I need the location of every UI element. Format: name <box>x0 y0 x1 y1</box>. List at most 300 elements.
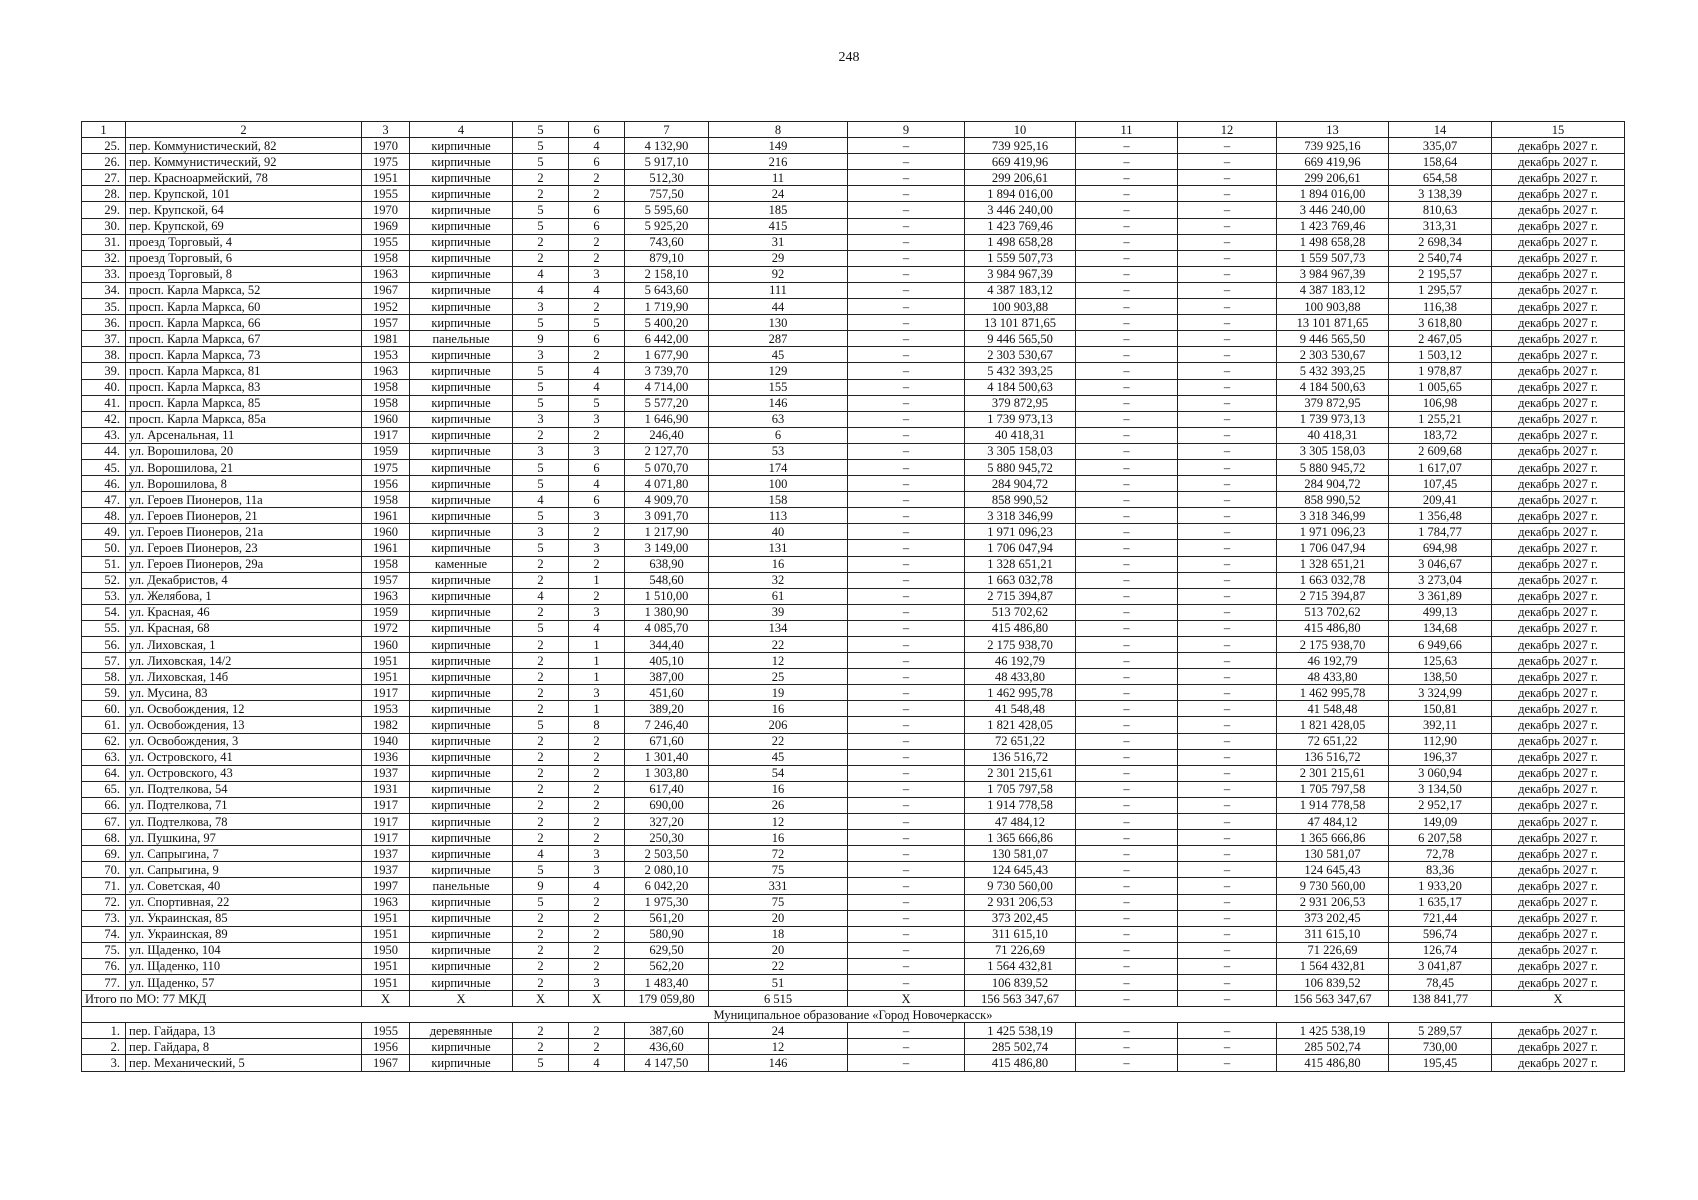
floors: 2 <box>513 958 569 974</box>
table-row <box>82 459 1625 475</box>
cost-per-sqm: 83,36 <box>1389 862 1492 878</box>
col-9: – <box>848 250 965 266</box>
col-12: – <box>1178 669 1277 685</box>
cost-total: 46 192,79 <box>965 653 1076 669</box>
entrances: 2 <box>569 910 625 926</box>
cost-total: 4 184 500,63 <box>965 379 1076 395</box>
total-cell: 156 563 347,67 <box>965 991 1076 1007</box>
col-9: – <box>848 878 965 894</box>
wall-material: кирпичные <box>410 765 513 781</box>
residents: 31 <box>709 234 848 250</box>
floors: 5 <box>513 315 569 331</box>
col-12: – <box>1178 1039 1277 1055</box>
wall-material: кирпичные <box>410 974 513 990</box>
deadline: декабрь 2027 г. <box>1492 1055 1625 1071</box>
table-row <box>82 411 1625 427</box>
col-9: – <box>848 427 965 443</box>
year-built: 1951 <box>362 974 410 990</box>
table-row <box>82 878 1625 894</box>
table-row <box>82 170 1625 186</box>
deadline: декабрь 2027 г. <box>1492 524 1625 540</box>
year-built: 1981 <box>362 331 410 347</box>
address: ул. Красная, 46 <box>126 604 362 620</box>
col-11: – <box>1076 701 1178 717</box>
deadline: декабрь 2027 г. <box>1492 186 1625 202</box>
table-row <box>82 974 1625 990</box>
entrances: 2 <box>569 427 625 443</box>
year-built: 1955 <box>362 186 410 202</box>
wall-material: кирпичные <box>410 476 513 492</box>
address: просп. Карла Маркса, 81 <box>126 363 362 379</box>
year-built: 1969 <box>362 218 410 234</box>
cost-fund: 284 904,72 <box>1277 476 1389 492</box>
cost-per-sqm: 72,78 <box>1389 846 1492 862</box>
total-area: 512,30 <box>625 170 709 186</box>
row-number: 68. <box>82 830 126 846</box>
col-9: – <box>848 186 965 202</box>
cost-fund: 4 184 500,63 <box>1277 379 1389 395</box>
col-11: – <box>1076 604 1178 620</box>
cost-fund: 40 418,31 <box>1277 427 1389 443</box>
address: просп. Карла Маркса, 73 <box>126 347 362 363</box>
entrances: 5 <box>569 315 625 331</box>
year-built: 1940 <box>362 733 410 749</box>
cost-total: 284 904,72 <box>965 476 1076 492</box>
address: просп. Карла Маркса, 60 <box>126 299 362 315</box>
cost-per-sqm: 116,38 <box>1389 299 1492 315</box>
cost-fund: 415 486,80 <box>1277 620 1389 636</box>
floors: 2 <box>513 926 569 942</box>
col-9: – <box>848 299 965 315</box>
row-number: 34. <box>82 282 126 298</box>
entrances: 6 <box>569 218 625 234</box>
total-area: 7 246,40 <box>625 717 709 733</box>
total-area: 5 595,60 <box>625 202 709 218</box>
residents: 63 <box>709 411 848 427</box>
col-12: – <box>1178 347 1277 363</box>
residents: 24 <box>709 186 848 202</box>
cost-per-sqm: 1 784,77 <box>1389 524 1492 540</box>
column-header: 12 <box>1178 122 1277 138</box>
col-9: – <box>848 1055 965 1071</box>
col-12: – <box>1178 878 1277 894</box>
entrances: 3 <box>569 266 625 282</box>
total-cell: – <box>1076 991 1178 1007</box>
cost-fund: 71 226,69 <box>1277 942 1389 958</box>
row-number: 63. <box>82 749 126 765</box>
col-9: – <box>848 830 965 846</box>
address: ул. Украинская, 89 <box>126 926 362 942</box>
floors: 5 <box>513 894 569 910</box>
deadline: декабрь 2027 г. <box>1492 894 1625 910</box>
year-built: 1936 <box>362 749 410 765</box>
deadline: декабрь 2027 г. <box>1492 443 1625 459</box>
deadline: декабрь 2027 г. <box>1492 604 1625 620</box>
section-row <box>82 1007 1625 1023</box>
cost-fund: 2 303 530,67 <box>1277 347 1389 363</box>
row-number: 28. <box>82 186 126 202</box>
wall-material: кирпичные <box>410 138 513 154</box>
entrances: 2 <box>569 781 625 797</box>
year-built: 1957 <box>362 572 410 588</box>
col-9: – <box>848 653 965 669</box>
column-header: 5 <box>513 122 569 138</box>
address: ул. Героев Пионеров, 21а <box>126 524 362 540</box>
entrances: 2 <box>569 347 625 363</box>
table-row <box>82 492 1625 508</box>
table-row <box>82 653 1625 669</box>
cost-per-sqm: 126,74 <box>1389 942 1492 958</box>
col-11: – <box>1076 282 1178 298</box>
residents: 16 <box>709 556 848 572</box>
col-12: – <box>1178 862 1277 878</box>
col-9: – <box>848 604 965 620</box>
residents: 25 <box>709 669 848 685</box>
residents: 45 <box>709 749 848 765</box>
row-number: 44. <box>82 443 126 459</box>
row-number: 66. <box>82 797 126 813</box>
wall-material: панельные <box>410 878 513 894</box>
wall-material: кирпичные <box>410 604 513 620</box>
year-built: 1960 <box>362 411 410 427</box>
col-12: – <box>1178 154 1277 170</box>
floors: 2 <box>513 781 569 797</box>
page-number: 248 <box>838 50 860 65</box>
entrances: 3 <box>569 846 625 862</box>
table-row <box>82 540 1625 556</box>
floors: 5 <box>513 862 569 878</box>
entrances: 5 <box>569 395 625 411</box>
address: ул. Желябова, 1 <box>126 588 362 604</box>
col-12: – <box>1178 266 1277 282</box>
cost-total: 2 303 530,67 <box>965 347 1076 363</box>
address: ул. Подтелкова, 78 <box>126 814 362 830</box>
col-12: – <box>1178 958 1277 974</box>
column-header: 14 <box>1389 122 1492 138</box>
col-9: – <box>848 814 965 830</box>
deadline: декабрь 2027 г. <box>1492 556 1625 572</box>
residents: 100 <box>709 476 848 492</box>
address: ул. Лиховская, 1 <box>126 637 362 653</box>
row-number: 2. <box>82 1039 126 1055</box>
table-row <box>82 588 1625 604</box>
address: пер. Гайдара, 13 <box>126 1023 362 1039</box>
wall-material: кирпичные <box>410 781 513 797</box>
col-9: – <box>848 556 965 572</box>
residents: 16 <box>709 830 848 846</box>
wall-material: кирпичные <box>410 250 513 266</box>
col-9: – <box>848 620 965 636</box>
year-built: 1951 <box>362 958 410 974</box>
total-area: 743,60 <box>625 234 709 250</box>
col-12: – <box>1178 637 1277 653</box>
cost-fund: 1 663 032,78 <box>1277 572 1389 588</box>
column-header: 4 <box>410 122 513 138</box>
residents: 75 <box>709 894 848 910</box>
cost-total: 136 516,72 <box>965 749 1076 765</box>
col-9: – <box>848 315 965 331</box>
wall-material: кирпичные <box>410 797 513 813</box>
address: пер. Крупской, 69 <box>126 218 362 234</box>
row-number: 27. <box>82 170 126 186</box>
address: ул. Лиховская, 14б <box>126 669 362 685</box>
year-built: 1953 <box>362 701 410 717</box>
wall-material: кирпичные <box>410 234 513 250</box>
cost-total: 40 418,31 <box>965 427 1076 443</box>
address: пер. Коммунистический, 92 <box>126 154 362 170</box>
table-row <box>82 797 1625 813</box>
col-11: – <box>1076 266 1178 282</box>
deadline: декабрь 2027 г. <box>1492 250 1625 266</box>
year-built: 1953 <box>362 347 410 363</box>
deadline: декабрь 2027 г. <box>1492 958 1625 974</box>
entrances: 2 <box>569 524 625 540</box>
col-9: – <box>848 1039 965 1055</box>
total-area: 879,10 <box>625 250 709 266</box>
table-body <box>82 122 1625 1072</box>
col-11: – <box>1076 685 1178 701</box>
floors: 4 <box>513 846 569 862</box>
address: ул. Подтелкова, 54 <box>126 781 362 797</box>
cost-fund: 1 739 973,13 <box>1277 411 1389 427</box>
row-number: 76. <box>82 958 126 974</box>
address: ул. Героев Пионеров, 11а <box>126 492 362 508</box>
table-row <box>82 701 1625 717</box>
floors: 5 <box>513 154 569 170</box>
col-11: – <box>1076 427 1178 443</box>
col-12: – <box>1178 459 1277 475</box>
table-row <box>82 1023 1625 1039</box>
cost-per-sqm: 150,81 <box>1389 701 1492 717</box>
col-12: – <box>1178 781 1277 797</box>
col-9: – <box>848 218 965 234</box>
address: ул. Островского, 43 <box>126 765 362 781</box>
cost-per-sqm: 1 503,12 <box>1389 347 1492 363</box>
entrances: 6 <box>569 492 625 508</box>
wall-material: кирпичные <box>410 492 513 508</box>
wall-material: кирпичные <box>410 846 513 862</box>
wall-material: кирпичные <box>410 572 513 588</box>
row-number: 47. <box>82 492 126 508</box>
row-number: 61. <box>82 717 126 733</box>
residents: 174 <box>709 459 848 475</box>
floors: 2 <box>513 186 569 202</box>
floors: 2 <box>513 637 569 653</box>
col-11: – <box>1076 910 1178 926</box>
col-12: – <box>1178 250 1277 266</box>
address: пер. Гайдара, 8 <box>126 1039 362 1055</box>
col-12: – <box>1178 379 1277 395</box>
floors: 2 <box>513 427 569 443</box>
cost-total: 2 931 206,53 <box>965 894 1076 910</box>
residents: 216 <box>709 154 848 170</box>
year-built: 1951 <box>362 669 410 685</box>
row-number: 45. <box>82 459 126 475</box>
year-built: 1917 <box>362 797 410 813</box>
cost-per-sqm: 3 041,87 <box>1389 958 1492 974</box>
table-row <box>82 363 1625 379</box>
cost-fund: 9 446 565,50 <box>1277 331 1389 347</box>
col-9: – <box>848 411 965 427</box>
row-number: 30. <box>82 218 126 234</box>
residents: 111 <box>709 282 848 298</box>
table-row <box>82 572 1625 588</box>
cost-total: 124 645,43 <box>965 862 1076 878</box>
col-9: – <box>848 170 965 186</box>
col-12: – <box>1178 524 1277 540</box>
table-row <box>82 637 1625 653</box>
cost-total: 1 821 428,05 <box>965 717 1076 733</box>
year-built: 1951 <box>362 910 410 926</box>
floors: 2 <box>513 653 569 669</box>
address: ул. Спортивная, 22 <box>126 894 362 910</box>
total-area: 580,90 <box>625 926 709 942</box>
deadline: декабрь 2027 г. <box>1492 781 1625 797</box>
total-cell: 6 515 <box>709 991 848 1007</box>
residents: 18 <box>709 926 848 942</box>
table-row <box>82 476 1625 492</box>
entrances: 4 <box>569 878 625 894</box>
total-area: 1 975,30 <box>625 894 709 910</box>
row-number: 25. <box>82 138 126 154</box>
total-area: 5 917,10 <box>625 154 709 170</box>
wall-material: деревянные <box>410 1023 513 1039</box>
col-11: – <box>1076 299 1178 315</box>
floors: 5 <box>513 395 569 411</box>
col-11: – <box>1076 1023 1178 1039</box>
address: просп. Карла Маркса, 83 <box>126 379 362 395</box>
deadline: декабрь 2027 г. <box>1492 1023 1625 1039</box>
table-row <box>82 395 1625 411</box>
cost-fund: 100 903,88 <box>1277 299 1389 315</box>
row-number: 46. <box>82 476 126 492</box>
residents: 12 <box>709 1039 848 1055</box>
entrances: 2 <box>569 733 625 749</box>
col-9: – <box>848 1023 965 1039</box>
entrances: 2 <box>569 797 625 813</box>
table-row <box>82 958 1625 974</box>
wall-material: кирпичные <box>410 637 513 653</box>
year-built: 1956 <box>362 476 410 492</box>
deadline: декабрь 2027 г. <box>1492 266 1625 282</box>
entrances: 1 <box>569 653 625 669</box>
address: просп. Карла Маркса, 85 <box>126 395 362 411</box>
address: ул. Щаденко, 104 <box>126 942 362 958</box>
col-9: – <box>848 347 965 363</box>
col-11: – <box>1076 186 1178 202</box>
row-number: 41. <box>82 395 126 411</box>
col-12: – <box>1178 299 1277 315</box>
cost-per-sqm: 1 978,87 <box>1389 363 1492 379</box>
entrances: 3 <box>569 862 625 878</box>
total-row <box>82 991 1625 1007</box>
floors: 5 <box>513 459 569 475</box>
table-row <box>82 508 1625 524</box>
col-11: – <box>1076 620 1178 636</box>
cost-per-sqm: 107,45 <box>1389 476 1492 492</box>
residents: 53 <box>709 443 848 459</box>
row-number: 77. <box>82 974 126 990</box>
col-12: – <box>1178 701 1277 717</box>
wall-material: кирпичные <box>410 942 513 958</box>
cost-fund: 41 548,48 <box>1277 701 1389 717</box>
address: ул. Островского, 41 <box>126 749 362 765</box>
cost-per-sqm: 2 467,05 <box>1389 331 1492 347</box>
cost-fund: 1 914 778,58 <box>1277 797 1389 813</box>
wall-material: кирпичные <box>410 1039 513 1055</box>
cost-per-sqm: 1 255,21 <box>1389 411 1492 427</box>
floors: 3 <box>513 347 569 363</box>
total-area: 1 380,90 <box>625 604 709 620</box>
wall-material: кирпичные <box>410 347 513 363</box>
wall-material: кирпичные <box>410 202 513 218</box>
row-number: 58. <box>82 669 126 685</box>
col-12: – <box>1178 395 1277 411</box>
cost-fund: 1 971 096,23 <box>1277 524 1389 540</box>
year-built: 1951 <box>362 653 410 669</box>
cost-total: 2 301 215,61 <box>965 765 1076 781</box>
cost-fund: 136 516,72 <box>1277 749 1389 765</box>
col-11: – <box>1076 894 1178 910</box>
entrances: 4 <box>569 379 625 395</box>
address: просп. Карла Маркса, 85а <box>126 411 362 427</box>
address: ул. Щаденко, 57 <box>126 974 362 990</box>
cost-fund: 1 705 797,58 <box>1277 781 1389 797</box>
entrances: 2 <box>569 765 625 781</box>
address: ул. Красная, 68 <box>126 620 362 636</box>
deadline: декабрь 2027 г. <box>1492 974 1625 990</box>
address: проезд Торговый, 8 <box>126 266 362 282</box>
row-number: 74. <box>82 926 126 942</box>
year-built: 1937 <box>362 862 410 878</box>
total-area: 1 303,80 <box>625 765 709 781</box>
total-area: 3 149,00 <box>625 540 709 556</box>
cost-per-sqm: 3 361,89 <box>1389 588 1492 604</box>
col-9: – <box>848 154 965 170</box>
deadline: декабрь 2027 г. <box>1492 878 1625 894</box>
cost-per-sqm: 3 060,94 <box>1389 765 1492 781</box>
entrances: 3 <box>569 443 625 459</box>
cost-per-sqm: 1 617,07 <box>1389 459 1492 475</box>
cost-fund: 47 484,12 <box>1277 814 1389 830</box>
col-12: – <box>1178 830 1277 846</box>
entrances: 2 <box>569 556 625 572</box>
entrances: 3 <box>569 685 625 701</box>
total-area: 451,60 <box>625 685 709 701</box>
col-11: – <box>1076 492 1178 508</box>
cost-per-sqm: 313,31 <box>1389 218 1492 234</box>
col-11: – <box>1076 443 1178 459</box>
col-11: – <box>1076 926 1178 942</box>
cost-per-sqm: 3 324,99 <box>1389 685 1492 701</box>
floors: 9 <box>513 331 569 347</box>
residents: 113 <box>709 508 848 524</box>
col-9: – <box>848 234 965 250</box>
total-area: 5 643,60 <box>625 282 709 298</box>
year-built: 1958 <box>362 492 410 508</box>
cost-fund: 311 615,10 <box>1277 926 1389 942</box>
floors: 3 <box>513 411 569 427</box>
table-row <box>82 524 1625 540</box>
col-12: – <box>1178 717 1277 733</box>
row-number: 37. <box>82 331 126 347</box>
cost-total: 5 432 393,25 <box>965 363 1076 379</box>
total-area: 2 158,10 <box>625 266 709 282</box>
total-cell: 179 059,80 <box>625 991 709 1007</box>
residents: 134 <box>709 620 848 636</box>
cost-fund: 3 984 967,39 <box>1277 266 1389 282</box>
table-row <box>82 846 1625 862</box>
